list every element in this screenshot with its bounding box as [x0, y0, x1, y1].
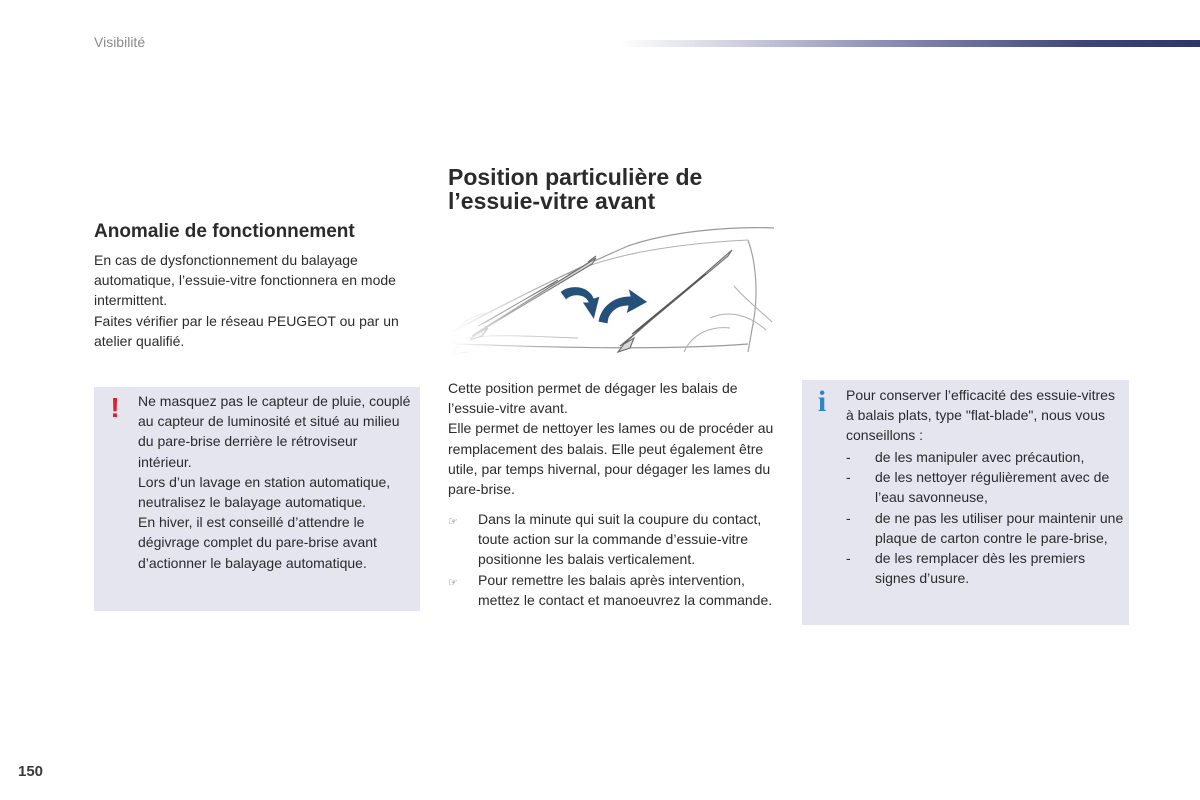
- dash-marker: -: [846, 550, 851, 567]
- warning-icon: !: [110, 392, 120, 423]
- list-item: [448, 570, 778, 610]
- list-item: [846, 447, 1124, 467]
- list-item: [846, 467, 1124, 507]
- list-item-text: Dans la minute qui suit la coupure du contact, toute action sur la commande d’essuie-vitre positionne les balais verticalement.: [478, 511, 762, 568]
- heading-line: Position particulière de: [448, 164, 703, 190]
- malfunction-text: [94, 250, 419, 351]
- warning-paragraph: En hiver, il est conseillé d’attendre le dégivrage complet du pare-brise avant d’actionner le balayage automatique.: [138, 514, 377, 571]
- pointing-hand-icon: ☞: [448, 516, 458, 528]
- wiper-paragraph: Elle permet de nettoyer les lames ou de procéder au remplacement des balais. Elle peut également être utile, par temps hivernal, pour dégager les lames du pare-brise.: [448, 420, 774, 498]
- warning-text: [138, 391, 413, 573]
- list-item-text: de les remplacer dès les premiers signes d’usure.: [875, 550, 1086, 587]
- dash-marker: -: [846, 449, 851, 465]
- warning-paragraph: Lors d’un lavage en station automatique, neutralisez le balayage automatique.: [138, 473, 391, 511]
- malfunction-paragraph: Faites vérifier par le réseau PEUGEOT ou par un atelier qualifié.: [94, 312, 399, 349]
- header-gradient-bar: [620, 40, 1200, 47]
- list-item-text: de les nettoyer régulièrement avec de l’eau savonneuse,: [875, 469, 1110, 506]
- page-number: 150: [18, 763, 44, 780]
- wiper-position-text: [448, 378, 774, 499]
- wiper-steps-list: [448, 509, 778, 610]
- dash-marker: -: [846, 469, 851, 486]
- malfunction-heading: Anomalie de fonctionnement: [94, 221, 355, 242]
- section-title: Visibilité: [94, 34, 146, 50]
- list-item: [846, 508, 1124, 548]
- wiper-paragraph: Cette position permet de dégager les balais de l’essuie-vitre avant.: [448, 380, 738, 417]
- wiper-illustration: [448, 222, 774, 370]
- list-item: [448, 509, 778, 570]
- info-list: [846, 447, 1124, 588]
- list-item-text: de ne pas les utiliser pour maintenir une plaque de carton contre le pare-brise,: [875, 509, 1124, 546]
- malfunction-paragraph: En cas de dysfonctionnement du balayage automatique, l’essuie-vitre fonctionnera en mode intermittent.: [94, 252, 396, 309]
- list-item-text: Pour remettre les balais après intervention, mettez le contact et manoeuvrez la commande.: [478, 571, 773, 608]
- list-item-text: de les manipuler avec précaution,: [875, 449, 1085, 465]
- info-intro: Pour conserver l’efficacité des essuie-vitres à balais plats, type "flat-blade", nous vous conseillons :: [846, 387, 1115, 444]
- dash-marker: -: [846, 509, 851, 526]
- heading-line: l’essuie-vitre avant: [448, 188, 656, 214]
- wiper-position-heading: [448, 165, 748, 213]
- warning-paragraph: Ne masquez pas le capteur de pluie, couplé au capteur de luminosité et situé au milieu du pare-brise derrière le rétroviseur intérieur.: [138, 393, 411, 470]
- pointing-hand-icon: ☞: [448, 576, 458, 589]
- info-icon: i: [817, 385, 827, 418]
- list-item: [846, 548, 1124, 588]
